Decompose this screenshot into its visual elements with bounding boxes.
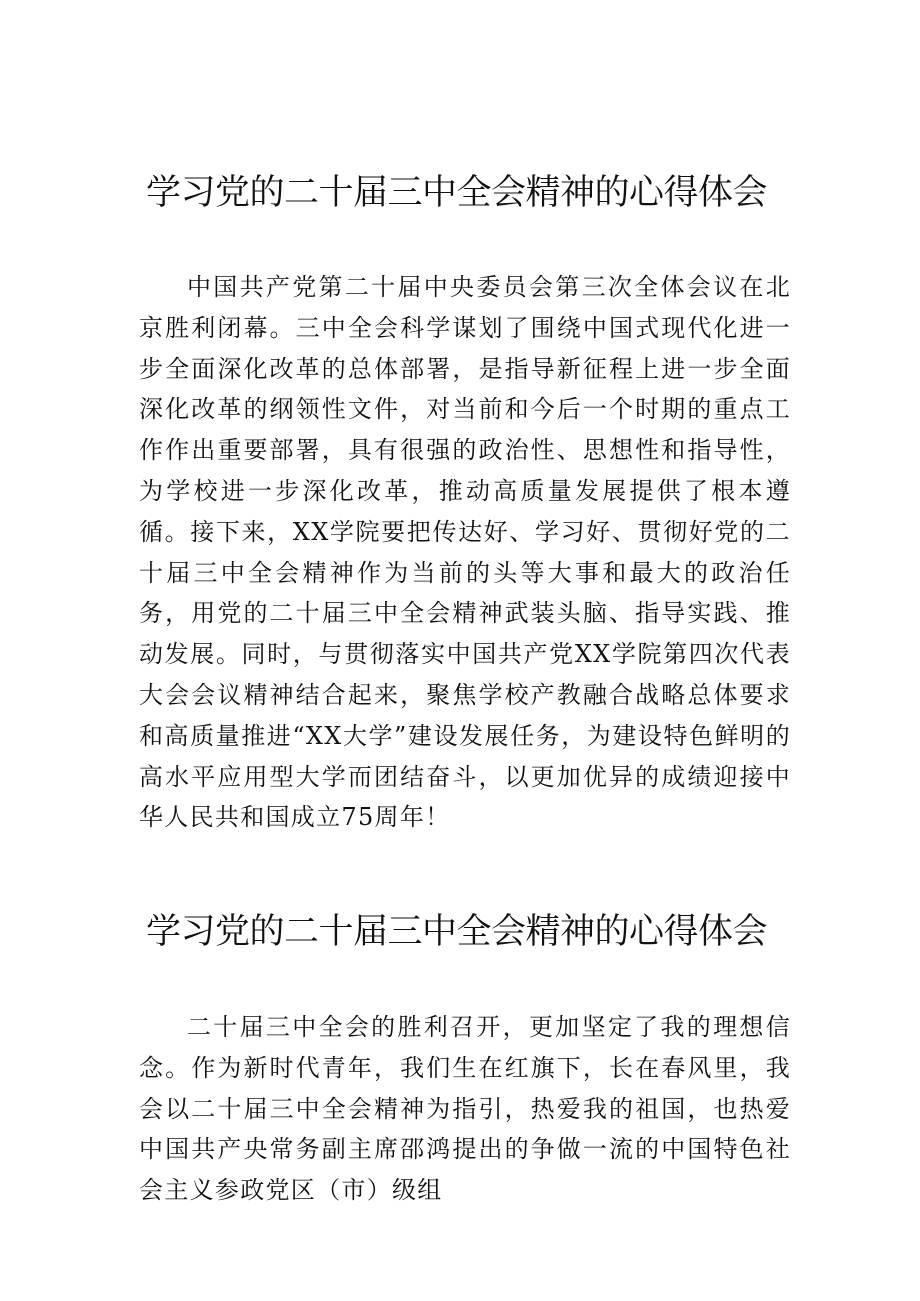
- section-title: 学习党的二十届三中全会精神的心得体会: [146, 173, 768, 212]
- section-paragraph: 二十届三中全会的胜利召开，更加坚定了我的理想信念。作为新时代青年，我们生在红旗下，长在春风里，我会以二十届三中全会精神为指引，热爱我的祖国，也热爱中国共产央常务副主席邵鸿提出的争做一流的中国特色社会主义参政党区（市）级组: [139, 1013, 791, 1205]
- section-title: 学习党的二十届三中全会精神的心得体会: [146, 912, 768, 951]
- section-paragraph: 中国共产党第二十届中央委员会第三次全体会议在北京胜利闭幕。三中全会科学谋划了围绕中国式现代化进一步全面深化改革的总体部署，是指导新征程上进一步全面深化改革的纲领性文件，对当前和今后一个时期的重点工作作出重要部署，具有很强的政治性、思想性和指导性，为学校进一步深化改革，推动高质量发展提供了根本遵循。接下来，XX学院要把传达好、学习好、贯彻好党的二十届三中全会精神作为当前的头等大事和最大的政治任务，用党的二十届三中全会精神武装头脑、指导实践、推动发展。同时，与贯彻落实中国共产党XX学院第四次代表大会会议精神结合起来，聚焦学校产教融合战略总体要求和高质量推进“XX大学”建设发展任务，为建设特色鲜明的高水平应用型大学而团结奋斗，以更加优异的成绩迎接中华人民共和国成立75周年！: [139, 273, 791, 832]
